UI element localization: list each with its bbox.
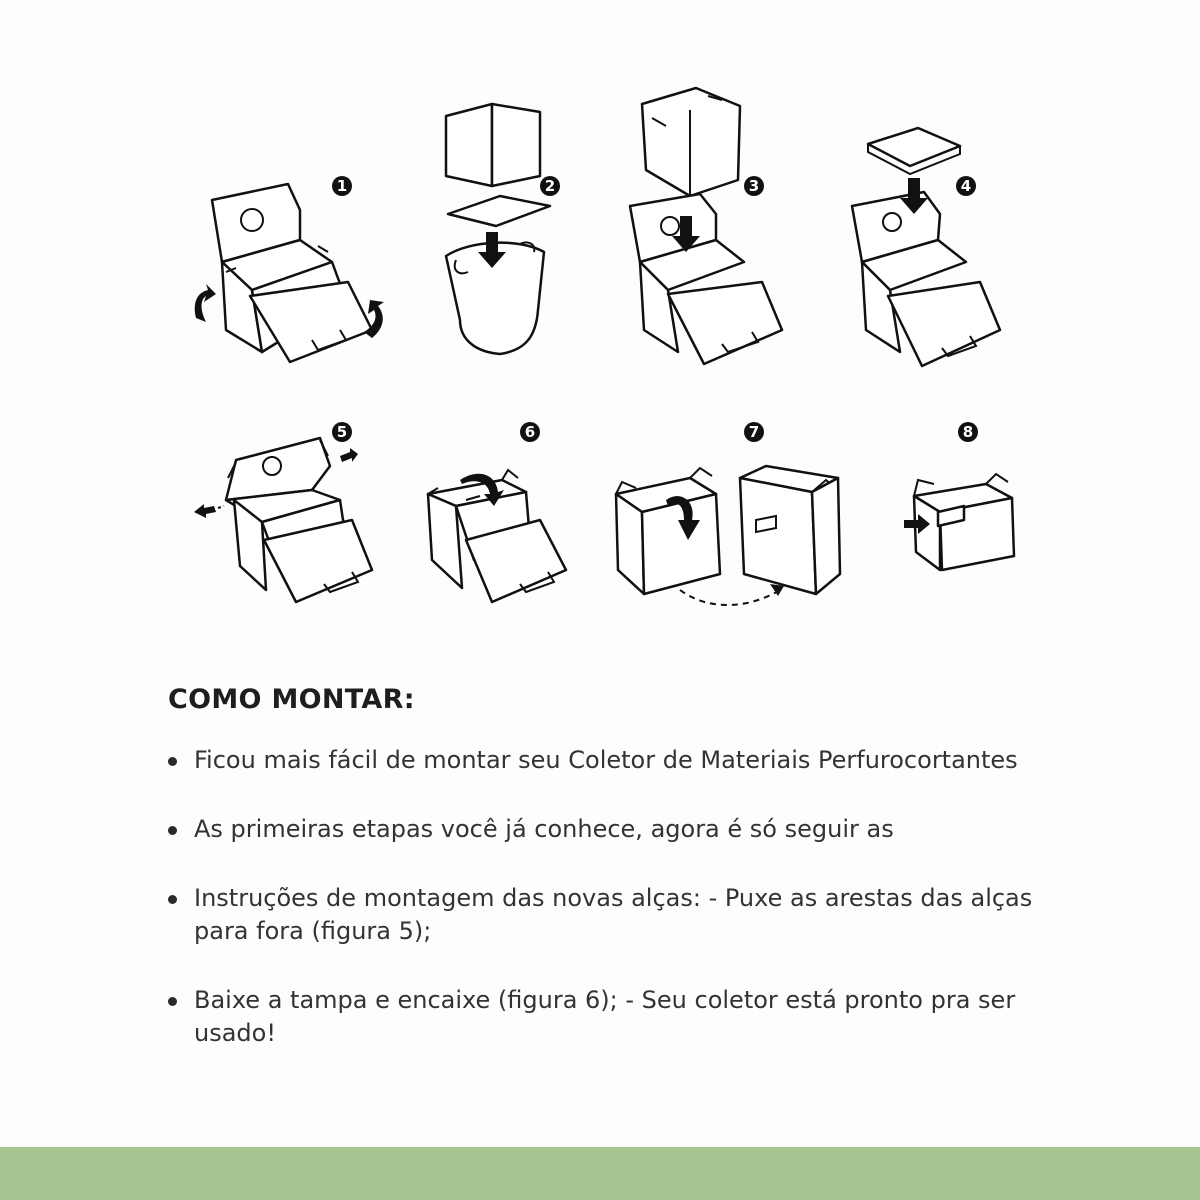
bullet-icon: [168, 895, 177, 904]
instruction-item: [164, 813, 1084, 846]
step-1-number: 1: [336, 177, 348, 195]
instructions-list: [164, 744, 1084, 1086]
step-3-figure: [630, 88, 782, 364]
instruction-text: Baixe a tampa e encaixe (figura 6); - Seu coletor está pronto pra ser usado!: [194, 986, 1016, 1047]
step-7-figure: [616, 422, 840, 605]
step-8-number: 8: [962, 423, 974, 441]
instruction-text: Ficou mais fácil de montar seu Coletor de Materiais Perfurocortantes: [194, 746, 1018, 774]
instruction-item: [164, 744, 1084, 777]
step-8-figure: [904, 422, 1014, 570]
bullet-icon: [168, 997, 177, 1006]
step-4-figure: [852, 128, 1000, 366]
step-4-number: 4: [960, 177, 972, 195]
instruction-text: As primeiras etapas você já conhece, agora é só seguir as: [194, 815, 894, 843]
bullet-icon: [168, 826, 177, 835]
step-6-figure: [428, 422, 566, 602]
instructions-heading: COMO MONTAR:: [168, 684, 415, 715]
instruction-text: Instruções de montagem das novas alças: - Puxe as arestas das alças para fora (figura 5);: [194, 884, 1033, 945]
step-2-number: 2: [544, 177, 556, 195]
step-5-figure: [194, 422, 372, 602]
step-7-number: 7: [748, 423, 760, 441]
step-2-figure: [446, 104, 560, 354]
instruction-item: [164, 882, 1084, 948]
step-6-number: 6: [524, 423, 536, 441]
instruction-item: [164, 984, 1084, 1050]
bottom-bar: [0, 1147, 1200, 1200]
bullet-icon: [168, 757, 177, 766]
step-1-figure: [195, 176, 384, 362]
step-3-number: 3: [748, 177, 760, 195]
step-5-number: 5: [336, 423, 348, 441]
